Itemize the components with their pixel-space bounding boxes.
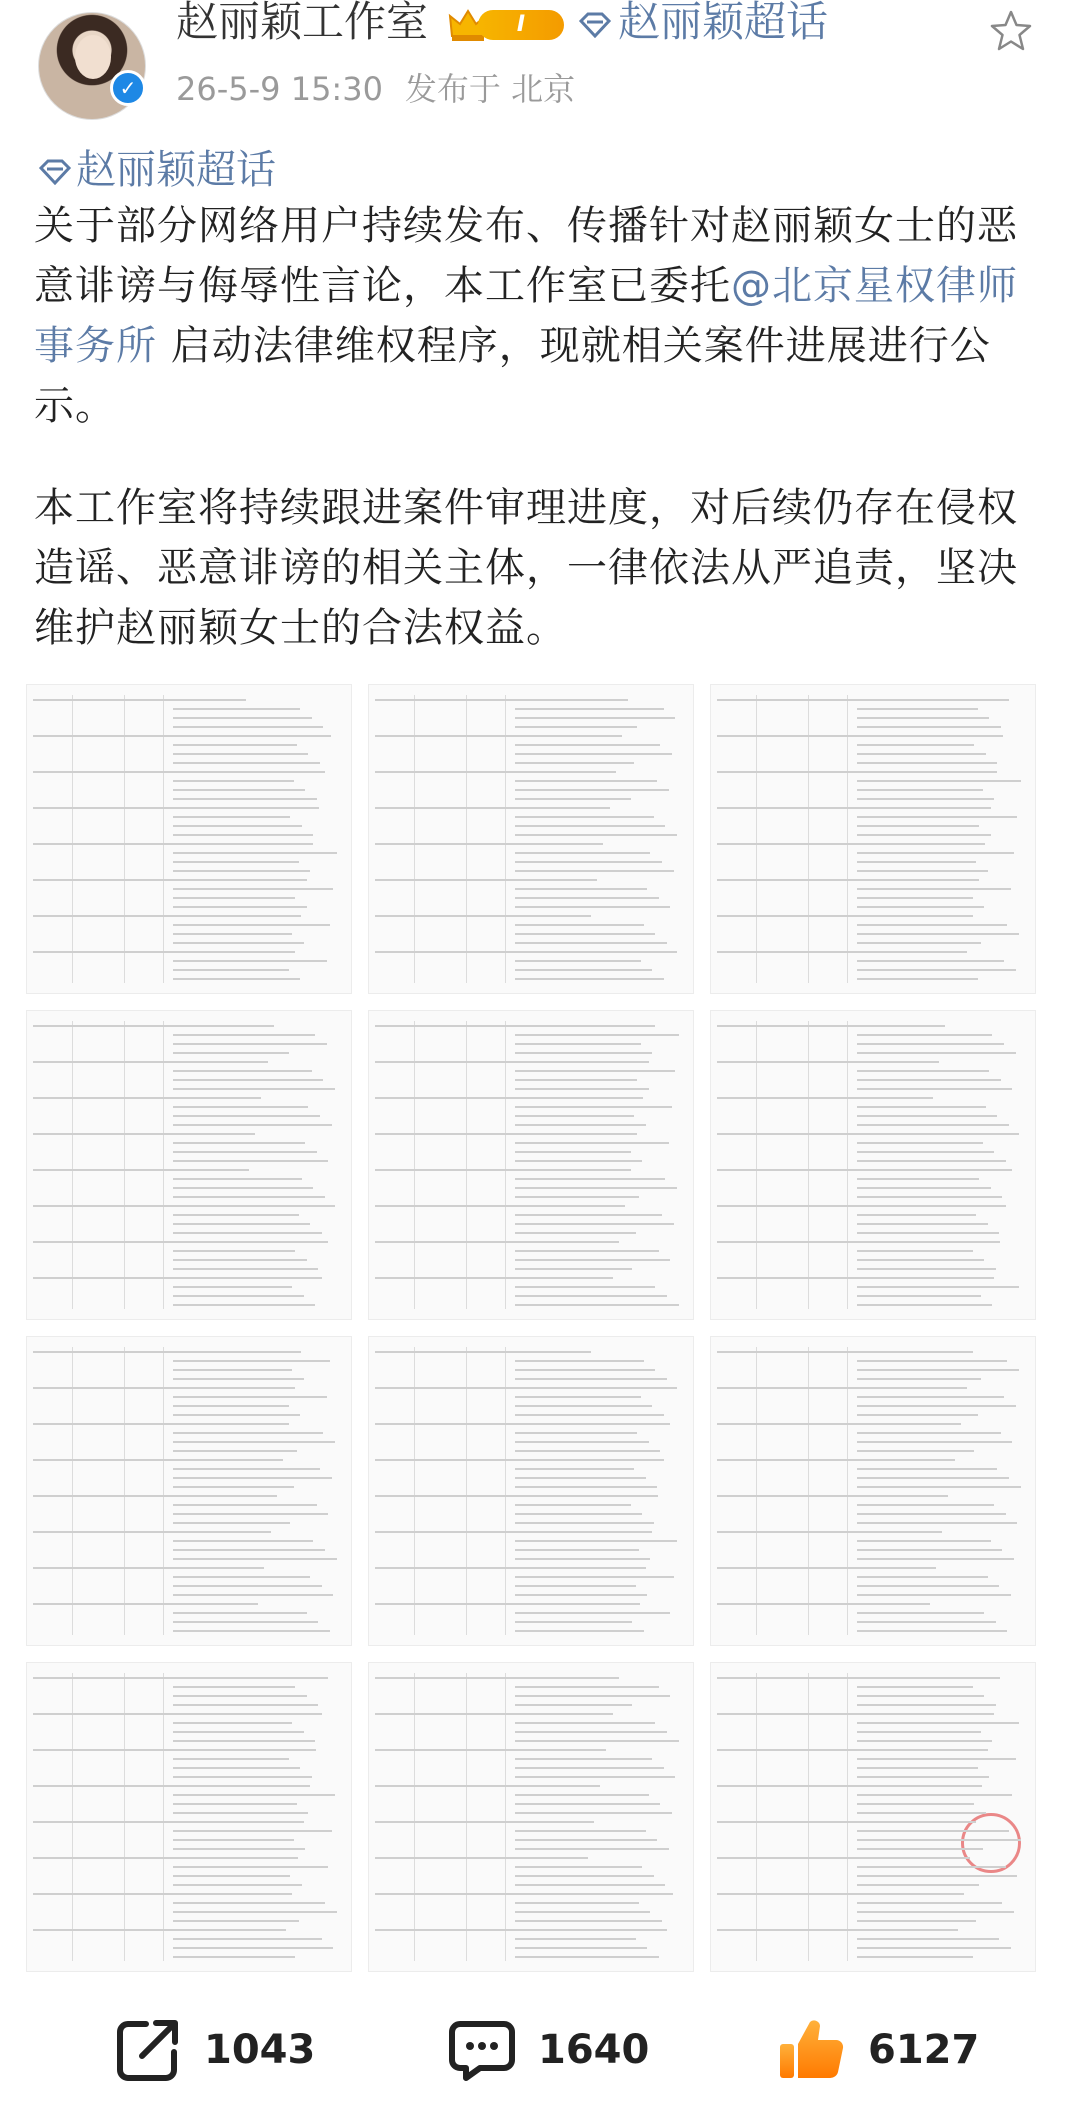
image-gallery [26,684,1040,1974]
document-image-3[interactable] [710,684,1036,994]
vip-badge[interactable] [448,4,564,44]
document-image-1[interactable] [26,684,352,994]
like-icon [776,2014,848,2086]
like-count: 6127 [868,2027,980,2073]
post-body-paragraph-2: 本工作室将持续跟进案件审理进度，对后续仍存在侵权造谣、恶意诽谤的相关主体，一律依法从严追责，坚决维护赵丽颖女士的合法权益。 [34,485,1018,651]
topic-tag[interactable] [38,138,276,195]
comment-count: 1640 [538,2027,650,2073]
comment-button[interactable] [446,2010,649,2090]
body-text: 关于部分网络用户持续发布、传播针对赵丽颖女士的恶意诽谤与侮辱性言论，本工作室已委托 [34,203,1018,309]
document-image-12[interactable] [710,1662,1036,1972]
document-image-2[interactable] [368,684,694,994]
like-button[interactable] [776,2010,979,2090]
verified-icon: ✓ [110,70,146,106]
location: 发布于 北京 [404,70,576,108]
super-topic-label: 赵丽颖超话 [618,0,829,46]
document-image-10[interactable] [26,1662,352,1972]
post-body-paragraph-1 [34,196,1034,436]
document-image-7[interactable] [26,1336,352,1646]
action-bar [0,1980,1080,2120]
document-image-6[interactable] [710,1010,1036,1320]
mention-link[interactable]: @北京星权律师事务所 [34,263,1018,369]
document-image-9[interactable] [710,1336,1036,1646]
topic-tag-label: 赵丽颖超话 [76,147,276,193]
comment-icon [446,2014,518,2086]
super-topic-icon [578,12,612,38]
favorite-star-icon[interactable] [988,8,1034,54]
document-image-8[interactable] [368,1336,694,1646]
post-header [0,0,1080,150]
document-image-11[interactable] [368,1662,694,1972]
body-text: 启动法律维权程序，现就相关案件进展进行公示。 [34,323,991,429]
share-button[interactable] [112,2010,315,2090]
super-topic-icon [38,159,72,185]
timestamp: 26-5-9 15:30 [176,70,383,108]
document-image-5[interactable] [368,1010,694,1320]
document-image-4[interactable] [26,1010,352,1320]
vip-level: I [478,10,564,40]
share-count: 1043 [204,2027,316,2073]
author-name[interactable]: 赵丽颖工作室 [176,0,429,46]
post-meta [176,64,575,110]
share-icon [112,2014,184,2086]
super-topic-link[interactable] [578,0,828,44]
